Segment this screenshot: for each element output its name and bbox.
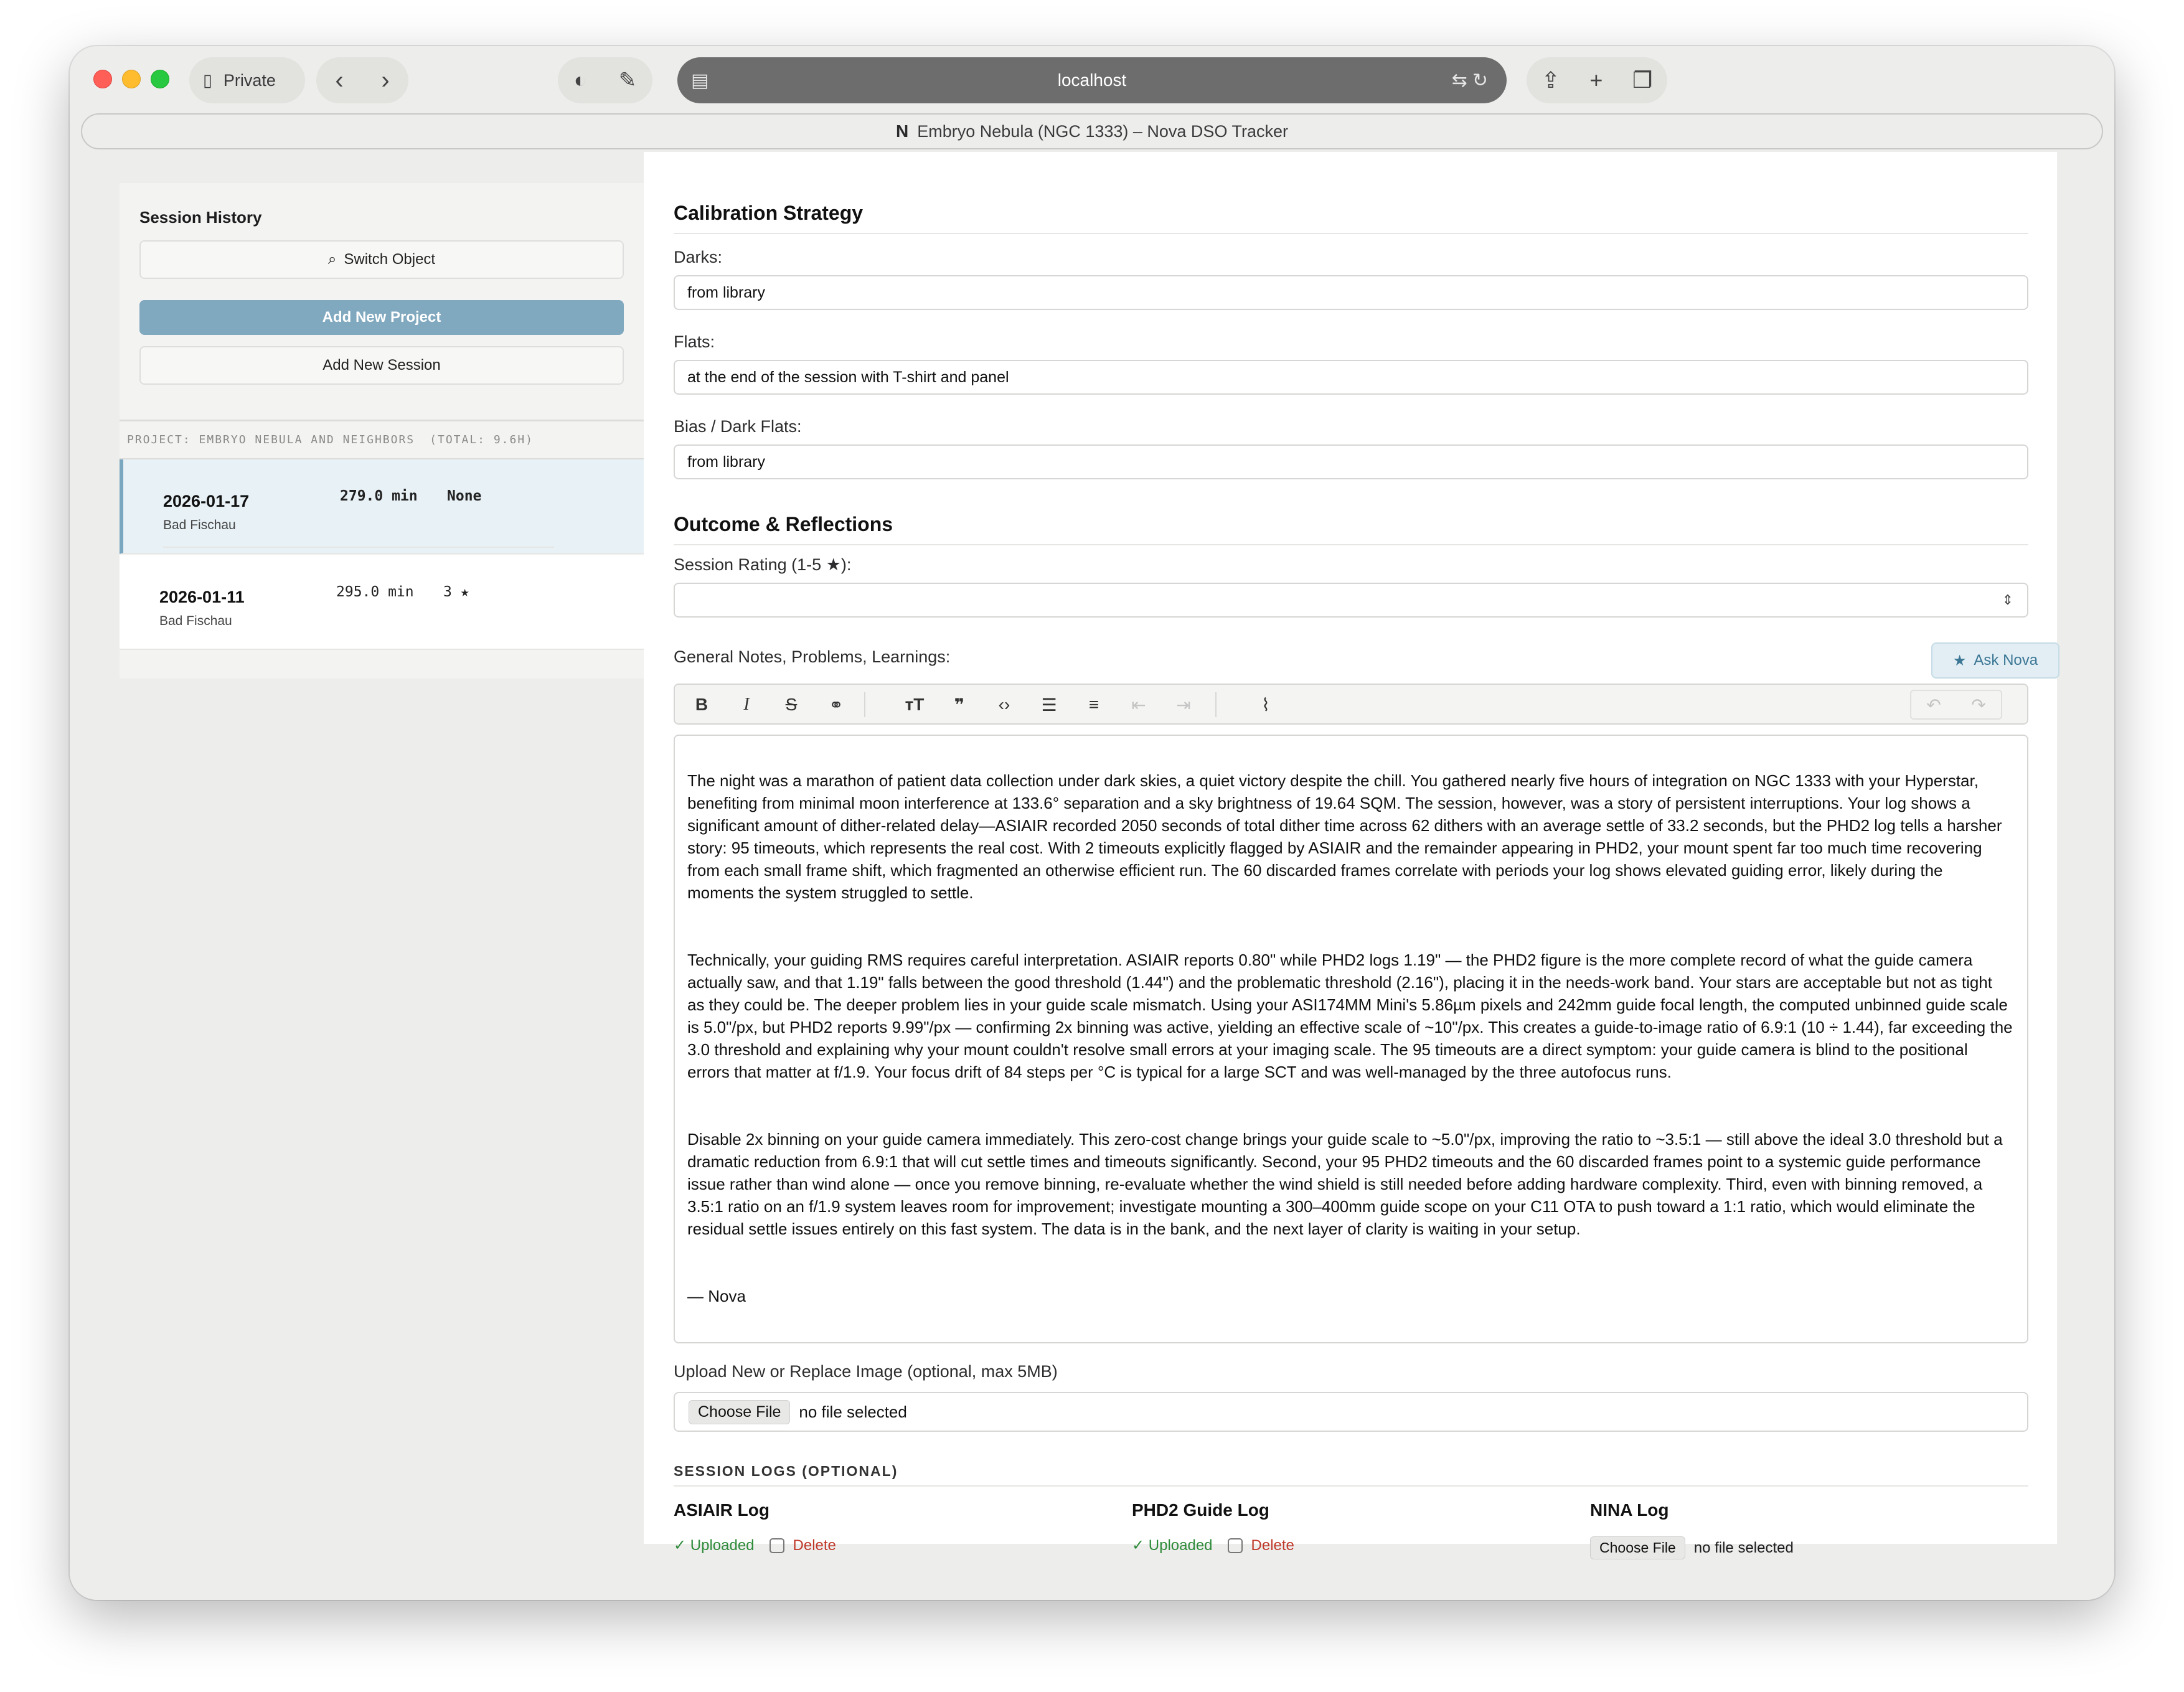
private-sidebar-button[interactable] xyxy=(189,57,305,103)
star-icon: ★ xyxy=(1952,652,1967,669)
session-form xyxy=(644,152,2057,1556)
nina-file-status: no file selected xyxy=(1693,1539,1794,1556)
indent-icon[interactable]: ⇥ xyxy=(1176,695,1191,715)
bias-input[interactable]: from library xyxy=(674,444,2028,479)
page-content xyxy=(70,152,2114,1600)
notes-editor[interactable] xyxy=(674,735,2028,1343)
switch-object-label: Switch Object xyxy=(344,251,436,268)
search-icon: ⌕ xyxy=(327,251,337,268)
nina-choose-file-button[interactable]: Choose File xyxy=(1590,1536,1685,1559)
editor-toolbar xyxy=(674,684,2028,725)
redo-icon[interactable]: ↷ xyxy=(1971,695,1986,715)
tab-title: Embryo Nebula (NGC 1333) – Nova DSO Tracker xyxy=(917,121,1288,141)
page-menu-icon[interactable]: ▤ xyxy=(691,70,709,91)
notes-signature: — Nova xyxy=(687,1287,746,1305)
address-text: localhost xyxy=(1057,70,1127,90)
darks-input[interactable]: from library xyxy=(674,275,2028,310)
file-status: no file selected xyxy=(799,1402,907,1421)
phd2-log-title: PHD2 Guide Log xyxy=(1132,1500,1269,1520)
strikethrough-icon[interactable]: S xyxy=(785,695,798,714)
session-location: Bad Fischau xyxy=(159,614,232,628)
session-location: Bad Fischau xyxy=(163,518,236,532)
phd2-uploaded-status: ✓ Uploaded xyxy=(1132,1537,1213,1554)
browser-window xyxy=(70,46,2114,1600)
nova-logo-icon: N xyxy=(896,121,909,141)
add-project-button[interactable]: Add New Project xyxy=(139,300,624,335)
session-duration: 295.0 min xyxy=(336,584,414,600)
project-header xyxy=(120,420,644,459)
code-icon[interactable]: ‹› xyxy=(998,695,1010,714)
reload-icon[interactable]: ⇆↻ xyxy=(1451,70,1493,91)
notes-paragraph: Disable 2x binning on your guide camera immediately. This zero-cost change brings your guide scale to ~5.0"/px, improving the ratio to ~3.5:1 — still above the ideal 3.0 threshold but a dramatic reduction from 6.9:1 that will cut settle times and timeouts significantly. Second, your 95 PHD2 timeouts and the 60 discarded frames point to a systemic guide performance issue rather than wind alone — once you remove binning, re-evaluate whether the wind shield is still needed before adding hardware complexity. Third, even with binning removed, a 3.5:1 ratio on an f/1.9 system leaves room for improvement; investigate mounting a 300–400mm guide scope on your C11 OTA to push toward a 1:1 ratio, which would eliminate the residual settle issues entirely on this fast system. The data is in the bank, and the next layer of clarity is waiting in your setup. xyxy=(687,1130,2003,1238)
phd2-delete-label[interactable]: Delete xyxy=(1251,1536,1294,1554)
section-divider xyxy=(674,544,2028,545)
ask-nova-button[interactable] xyxy=(1931,642,2059,679)
outdent-icon[interactable]: ⇤ xyxy=(1131,695,1146,715)
share-icon[interactable]: ⇪ xyxy=(1541,67,1560,93)
phd2-delete-checkbox[interactable] xyxy=(1228,1538,1243,1553)
calibration-title: Calibration Strategy xyxy=(674,202,864,224)
image-file-input[interactable] xyxy=(674,1392,2028,1432)
toolbar-separator xyxy=(1215,692,1217,717)
address-bar[interactable] xyxy=(677,57,1507,103)
phd2-log xyxy=(1132,1500,1294,1554)
darks-label: Darks: xyxy=(674,248,723,266)
new-tab-icon[interactable]: + xyxy=(1589,67,1603,93)
numbered-list-icon[interactable]: ≡ xyxy=(1088,695,1099,714)
minimize-window-button[interactable] xyxy=(122,70,141,88)
link-icon[interactable]: ⚭ xyxy=(829,695,844,715)
heading-icon[interactable]: тT xyxy=(905,695,925,714)
forward-icon[interactable]: › xyxy=(381,66,390,94)
flats-input[interactable]: at the end of the session with T-shirt and panel xyxy=(674,360,2028,395)
bullet-list-icon[interactable]: ☰ xyxy=(1041,695,1057,715)
back-icon[interactable]: ‹ xyxy=(335,66,344,94)
close-window-button[interactable] xyxy=(93,70,112,88)
asiair-log-title: ASIAIR Log xyxy=(674,1500,770,1520)
ask-nova-label: Ask Nova xyxy=(1974,652,2038,669)
section-divider xyxy=(674,233,2028,234)
right-tools xyxy=(1527,57,1667,103)
asiair-delete-checkbox[interactable] xyxy=(770,1538,784,1553)
rating-select[interactable] xyxy=(674,583,2028,618)
undo-redo-group xyxy=(1910,690,2002,720)
session-date: 2026-01-11 xyxy=(159,588,245,606)
session-sidebar xyxy=(120,183,644,679)
switch-object-button[interactable] xyxy=(139,240,624,279)
tab-overview-icon[interactable]: ❐ xyxy=(1632,67,1653,93)
italic-icon[interactable]: I xyxy=(743,695,750,714)
session-rating: 3 ★ xyxy=(443,584,469,600)
nav-buttons xyxy=(316,57,408,103)
notes-label: General Notes, Problems, Learnings: xyxy=(674,647,951,666)
choose-file-button[interactable]: Choose File xyxy=(689,1400,790,1424)
section-divider xyxy=(674,1485,2028,1487)
upload-label: Upload New or Replace Image (optional, max 5MB) xyxy=(674,1362,1058,1381)
rating-label: Session Rating (1-5 ★): xyxy=(674,555,852,574)
attachment-icon[interactable]: ⌇ xyxy=(1261,695,1270,715)
sidebar-icon: ▯ xyxy=(203,70,212,90)
sidebar-title: Session History xyxy=(139,208,262,227)
session-divider xyxy=(163,547,554,548)
flats-label: Flats: xyxy=(674,332,715,351)
undo-icon[interactable]: ↶ xyxy=(1926,695,1941,715)
project-label: PROJECT: EMBRYO NEBULA AND NEIGHBORS xyxy=(127,433,415,446)
tab-bar[interactable] xyxy=(81,113,2103,149)
nina-log xyxy=(1590,1500,1794,1559)
private-label: Private xyxy=(223,70,276,90)
project-total: (TOTAL: 9.6H) xyxy=(430,433,534,446)
session-date: 2026-01-17 xyxy=(163,492,250,510)
session-row[interactable] xyxy=(120,555,644,650)
outcome-title: Outcome & Reflections xyxy=(674,513,893,535)
asiair-delete-label[interactable]: Delete xyxy=(793,1536,836,1554)
session-rating: None xyxy=(447,488,482,504)
toolbar-separator xyxy=(864,692,865,717)
quote-icon[interactable]: ❞ xyxy=(954,695,965,715)
shield-icon[interactable]: ◐ xyxy=(573,68,587,92)
notes-paragraph: The night was a marathon of patient data collection under dark skies, a quiet victory despite the chill. You gathered nearly five hours of integration on NGC 1333 with your Hyperstar, benefiting from minimal moon interference at 133.6° separation and a sky brightness of 19.64 SQM. The session, however, was a story of persistent interruptions. Your log shows a significant amount of dither-related delay—ASIAIR recorded 2050 seconds of total dither time across 62 dithers with an average settle of 33.2 seconds, but the PHD2 log tells a harsher story: 95 timeouts, which represents the real cost. With 2 timeouts explicitly flagged by ASIAIR and the remainder appearing in PHD2, your mount spent far too much time recovering from each small frame shift, which fragmented an otherwise efficient run. The 60 discarded frames correlate with periods your log shows elevated guiding error, likely during the moments the system struggled to settle. xyxy=(687,771,2002,902)
notes-paragraph: Technically, your guiding RMS requires careful interpretation. ASIAIR reports 0.80" while PHD2 logs 1.19" — the PHD2 figure is the more complete record of what the guide camera actually saw, and that 1.19" falls between the good threshold (1.44") and the problematic threshold (2.16"), placing it in the needs-work band. Your stars are acceptable but not as tight as they could be. The deeper problem lies in your guide scale mismatch. Using your ASI174MM Mini's 5.86µm pixels and 242mm guide focal length, the computed unbinned guide scale is 5.0"/px, but PHD2 reports 9.99"/px — confirming 2x binning was active, yielding an effective scale of ~10"/px. This creates a guide-to-image ratio of 6.9:1 (10 ÷ 1.44), far exceeding the 3.0 threshold and explaining why your mount couldn't resolve small errors at your imaging scale. The 95 timeouts are a direct symptom: your guide camera is blind to the positional errors that matter at f/1.9. Your focus drift of 84 steps per °C is typical for a large SCT and was well-managed by the three autofocus runs. xyxy=(687,951,2013,1081)
add-session-button[interactable]: Add New Session xyxy=(139,346,624,385)
session-logs-heading: SESSION LOGS (OPTIONAL) xyxy=(674,1463,898,1479)
edit-icon[interactable]: ✎ xyxy=(618,68,637,92)
nina-log-title: NINA Log xyxy=(1590,1500,1669,1520)
browser-toolbar xyxy=(70,46,2114,115)
session-row[interactable] xyxy=(120,459,644,554)
session-duration: 279.0 min xyxy=(340,488,418,504)
bold-icon[interactable]: B xyxy=(695,695,708,714)
asiair-uploaded-status: ✓ Uploaded xyxy=(674,1537,755,1554)
bias-label: Bias / Dark Flats: xyxy=(674,417,802,436)
tools-group xyxy=(558,57,652,103)
maximize-window-button[interactable] xyxy=(151,70,169,88)
asiair-log xyxy=(674,1500,836,1554)
select-arrows-icon: ⇕ xyxy=(2002,592,2013,608)
